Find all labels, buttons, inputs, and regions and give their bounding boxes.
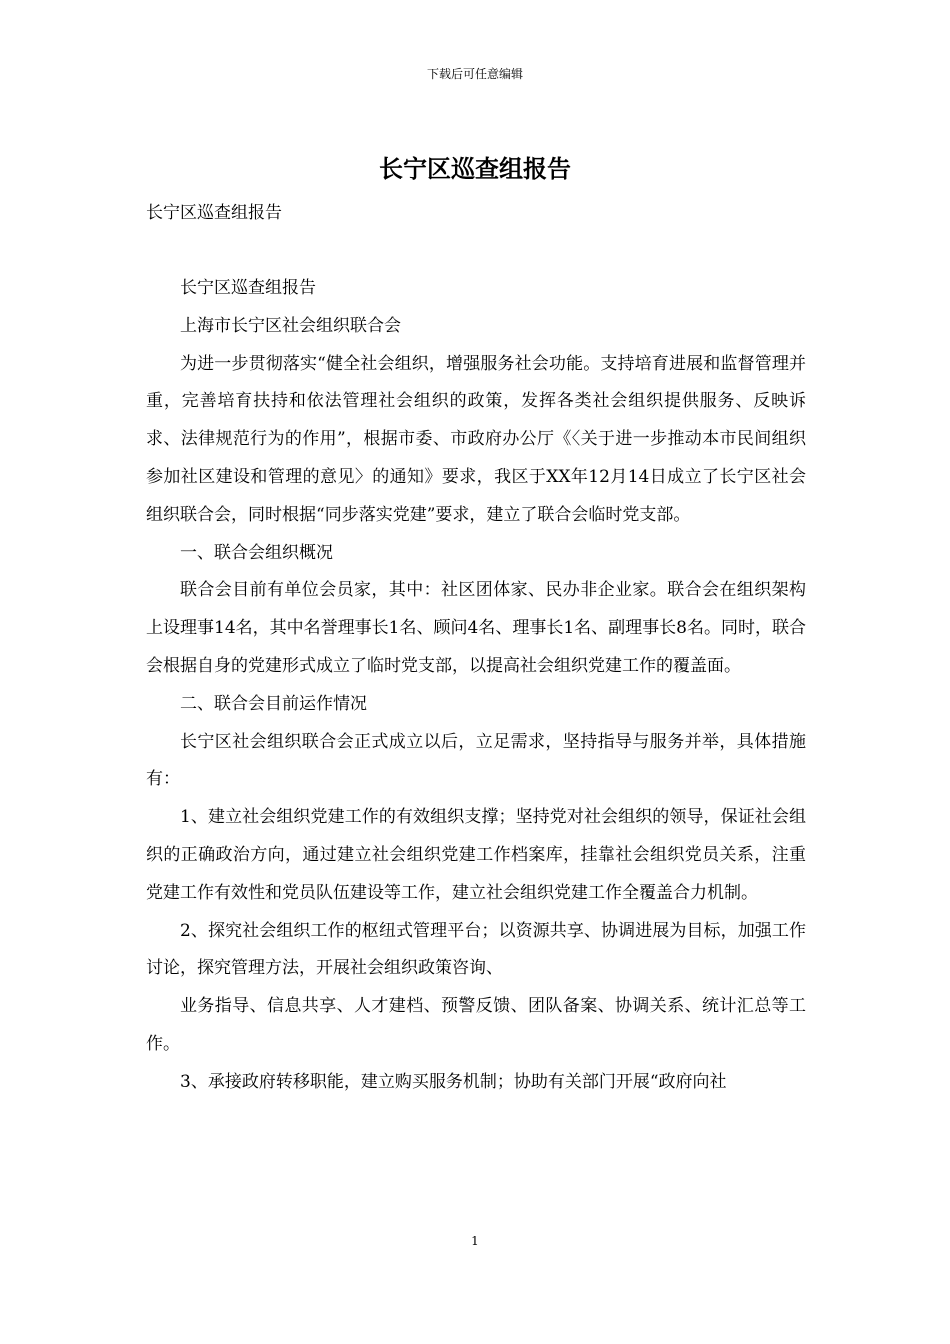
paragraph: 业务指导、信息共享、人才建档、预警反馈、团队备案、协调关系、统计汇总等工作。: [146, 996, 806, 1054]
paragraph: 3、承接政府转移职能，建立购买服务机制；协助有关部门开展“政府向社: [180, 1071, 727, 1092]
paragraph: 1、建立社会组织党建工作的有效组织支撑；坚持党对社会组织的领导，保证社会组织的正确政治方向，通过建立社会组织党建工作档案库，挂靠社会组织党员关系，注重党建工作有效性和党员队伍建设等工作，建立社会组织党建工作全覆盖合力机制。: [146, 807, 806, 903]
section-heading: 二、联合会目前运作情况: [180, 693, 367, 714]
section-heading: 一、联合会组织概况: [180, 542, 333, 563]
document-title: 长宁区巡查组报告: [379, 154, 571, 183]
document-subtitle: 长宁区巡查组报告: [146, 203, 282, 223]
paragraph: 联合会目前有单位会员家，其中：社区团体家、民办非企业家。联合会在组织架构上设理事14名，其中名誉理事长1名、顾问4名、理事长1名、副理事长8名。同时，联合会根据自身的党建形式成立了临时党支部，以提高社会组织党建工作的覆盖面。: [146, 580, 806, 676]
header-note: 下载后可任意编辑: [426, 67, 523, 81]
document-body: [146, 270, 806, 1102]
paragraph: 为进一步贯彻落实“健全社会组织，增强服务社会功能。支持培育进展和监督管理并重，完善培育扶持和依法管理社会组织的政策，发挥各类社会组织提供服务、反映诉求、法律规范行为的作用”，根据市委、市政府办公厅《〈关于进一步推动本市民间组织参加社区建设和管理的意见〉的通知》要求，我区于XX年12月14日成立了长宁区社会组织联合会，同时根据“同步落实党建”要求，建立了联合会临时党支部。: [146, 353, 806, 525]
paragraph: 长宁区巡查组报告: [180, 278, 316, 298]
paragraph: 2、探究社会组织工作的枢纽式管理平台；以资源共享、协调进展为目标，加强工作讨论，探究管理方法，开展社会组织政策咨询、: [146, 920, 806, 979]
paragraph: 长宁区社会组织联合会正式成立以后，立足需求，坚持指导与服务并举，具体措施有：: [146, 731, 806, 790]
page-number: 1: [471, 1234, 479, 1248]
paragraph: 上海市长宁区社会组织联合会: [180, 315, 401, 336]
